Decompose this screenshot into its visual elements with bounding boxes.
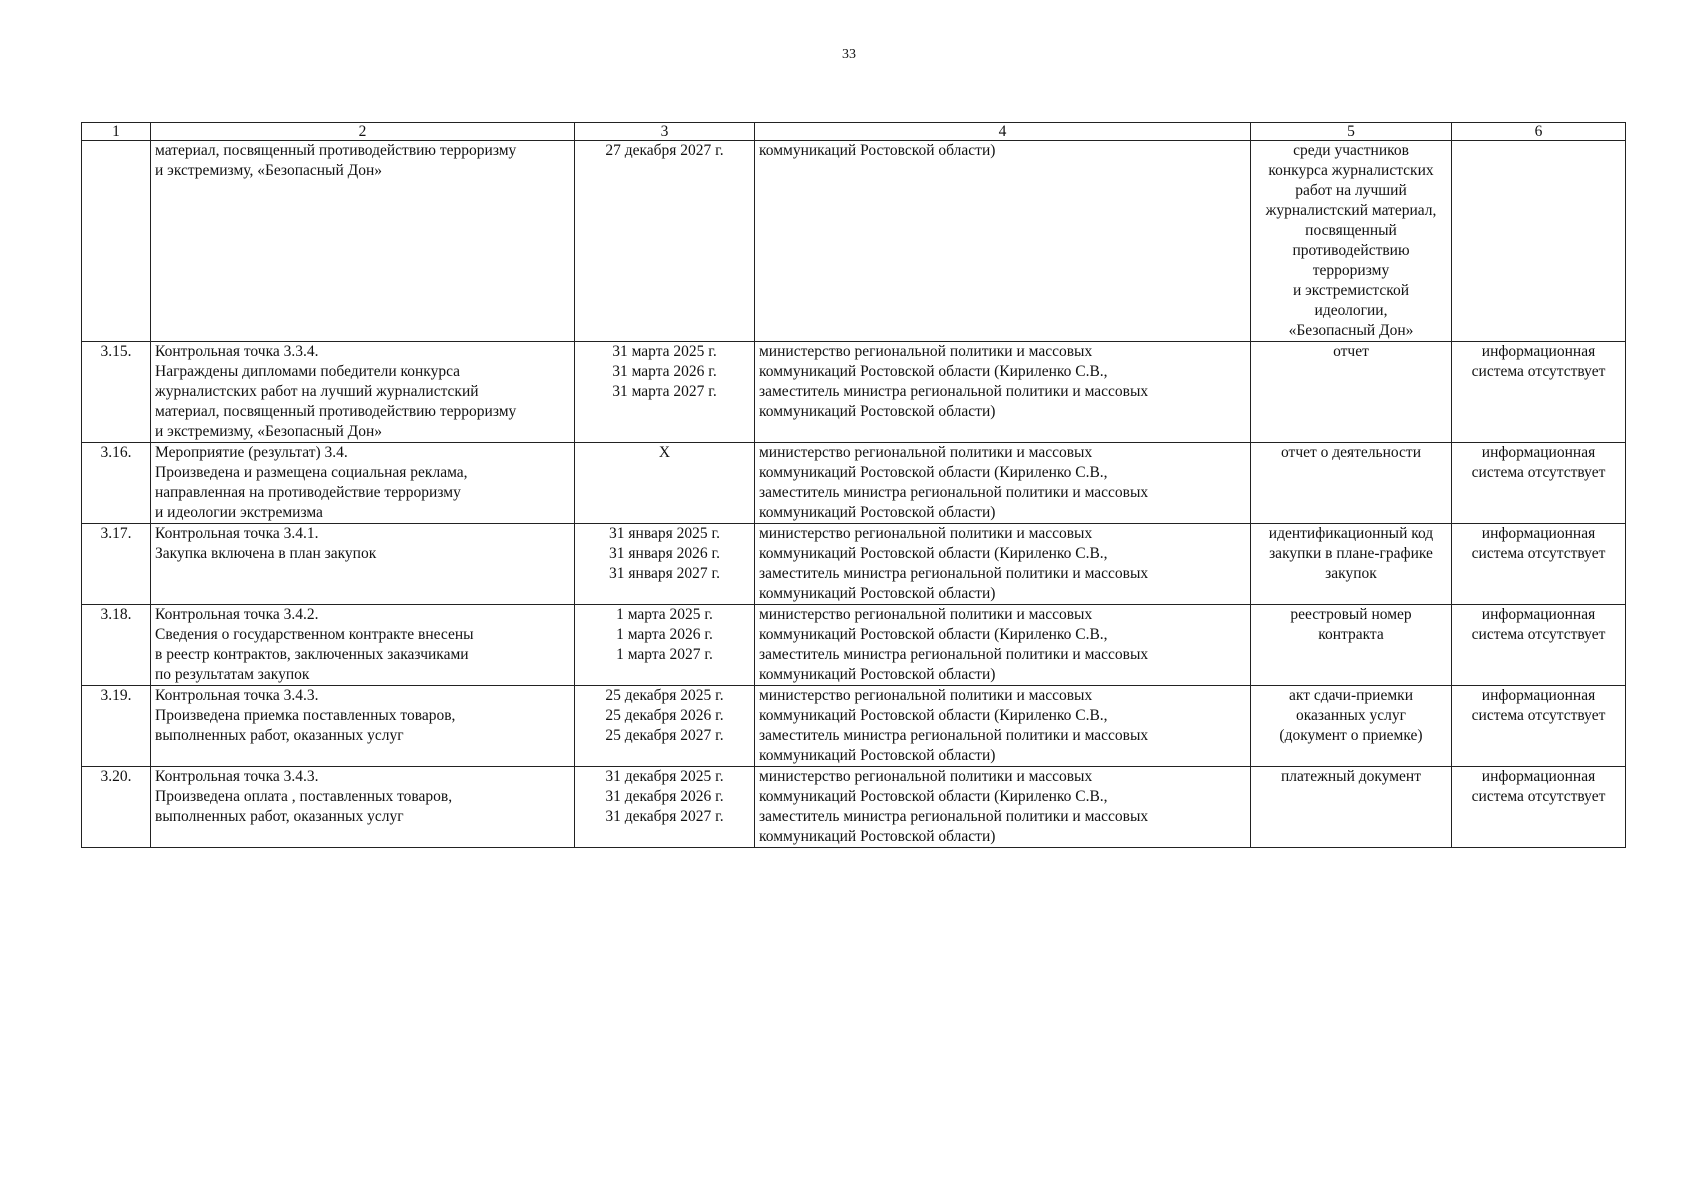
info-system-line: система отсутствует (1471, 707, 1606, 724)
description-line: выполненных работ, оказанных услуг (155, 727, 404, 744)
document-line: оказанных услуг (1295, 707, 1407, 724)
deadline-line: 31 декабря 2025 г. (605, 768, 724, 785)
column-number: 6 (1452, 123, 1626, 141)
row-number: 3.20. (100, 768, 132, 785)
row-number-cell (82, 342, 151, 443)
deadline-line: 31 марта 2027 г. (612, 383, 717, 400)
description-line: Контрольная точка 3.4.1. (155, 525, 319, 542)
document-cell (1251, 141, 1452, 342)
table-row (82, 686, 1626, 767)
info-system-line: система отсутствует (1471, 464, 1606, 481)
row-number-cell (82, 524, 151, 605)
document-cell (1251, 342, 1452, 443)
deadline-cell (575, 767, 755, 848)
description-line: журналистских работ на лучший журналистский (155, 383, 479, 400)
info-system-line: информационная (1481, 444, 1596, 461)
column-number-row (82, 123, 1626, 141)
column-number: 2 (151, 123, 575, 141)
responsible-line: заместитель министра региональной политики и массовых (759, 484, 1149, 501)
row-number: 3.18. (100, 606, 132, 623)
responsible-line: министерство региональной политики и массовых (759, 525, 1093, 542)
document-line: закупок (1325, 565, 1377, 582)
description-line: Произведена приемка поставленных товаров, (155, 707, 456, 724)
info-system-line: информационная (1481, 525, 1596, 542)
info-system-line: информационная (1481, 768, 1596, 785)
deadline-line: 1 марта 2025 г. (616, 606, 713, 623)
document-line: конкурса журналистских (1268, 162, 1434, 179)
responsible-line: министерство региональной политики и массовых (759, 687, 1093, 704)
document-line: идентификационный код (1268, 525, 1434, 542)
responsible-line: коммуникаций Ростовской области) (759, 666, 996, 683)
responsible-line: коммуникаций Ростовской области) (759, 403, 996, 420)
row-number: 3.17. (100, 525, 132, 542)
page-number: 33 (842, 47, 856, 62)
description-line: Произведена оплата , поставленных товаров, (155, 788, 453, 805)
plan-table (81, 122, 1626, 848)
table-row (82, 141, 1626, 342)
info-system-line: информационная (1481, 343, 1596, 360)
info-system-line: система отсутствует (1471, 788, 1606, 805)
responsible-line: коммуникаций Ростовской области (Кириленко С.В., (759, 464, 1108, 481)
description-line: в реестр контрактов, заключенных заказчиками (155, 646, 469, 663)
responsible-cell (755, 767, 1251, 848)
document-line: закупки в плане-графике (1269, 545, 1433, 562)
row-number-cell (82, 686, 151, 767)
document-line: «Безопасный Дон» (1288, 322, 1414, 339)
column-number: 3 (575, 123, 755, 141)
description-line: Контрольная точка 3.4.2. (155, 606, 319, 623)
responsible-line: коммуникаций Ростовской области (Кириленко С.В., (759, 545, 1108, 562)
document-line: и экстремистской (1292, 282, 1410, 299)
responsible-line: коммуникаций Ростовской области (Кириленко С.В., (759, 788, 1108, 805)
document-line: отчет (1333, 343, 1369, 360)
responsible-line: министерство региональной политики и массовых (759, 343, 1093, 360)
table-row (82, 443, 1626, 524)
row-number: 3.15. (100, 343, 132, 360)
deadline-line: 25 декабря 2025 г. (605, 687, 724, 704)
description-cell (151, 342, 575, 443)
responsible-cell (755, 605, 1251, 686)
column-number: 5 (1251, 123, 1452, 141)
responsible-line: коммуникаций Ростовской области) (759, 585, 996, 602)
row-number: 3.16. (100, 444, 132, 461)
document-line: терроризму (1312, 262, 1390, 279)
deadline-line: 1 марта 2027 г. (616, 646, 713, 663)
document-line: идеологии, (1314, 302, 1388, 319)
document-cell (1251, 686, 1452, 767)
document-line: журналистский материал, (1265, 202, 1437, 219)
responsible-line: министерство региональной политики и массовых (759, 768, 1093, 785)
description-line: Сведения о государственном контракте внесены (155, 626, 474, 643)
description-line: Награждены дипломами победители конкурса (155, 363, 461, 380)
responsible-cell (755, 443, 1251, 524)
deadline-cell (575, 443, 755, 524)
responsible-cell (755, 686, 1251, 767)
description-cell (151, 443, 575, 524)
responsible-cell (755, 524, 1251, 605)
responsible-line: министерство региональной политики и массовых (759, 606, 1093, 623)
deadline-line: 31 марта 2026 г. (612, 363, 717, 380)
row-number-cell (82, 141, 151, 342)
description-cell (151, 605, 575, 686)
document-line: среди участников (1293, 142, 1409, 159)
deadline-cell (575, 524, 755, 605)
deadline-line: 27 декабря 2027 г. (605, 142, 724, 159)
document-line: акт сдачи-приемки (1289, 687, 1413, 704)
description-cell (151, 767, 575, 848)
deadline-line: Х (658, 444, 671, 461)
description-cell (151, 524, 575, 605)
description-line: материал, посвященный противодействию терроризму (155, 403, 517, 420)
document-line: противодействию (1292, 242, 1410, 259)
deadline-line: 31 января 2025 г. (609, 525, 720, 542)
responsible-line: коммуникаций Ростовской области) (759, 142, 996, 159)
info-system-cell (1452, 141, 1626, 342)
deadline-line: 31 марта 2025 г. (612, 343, 717, 360)
document-cell (1251, 767, 1452, 848)
document-line: (документ о приемке) (1279, 727, 1423, 744)
document-line: платежный документ (1281, 768, 1421, 785)
info-system-line: информационная (1481, 687, 1596, 704)
document-line: работ на лучший (1295, 182, 1407, 199)
responsible-line: заместитель министра региональной политики и массовых (759, 727, 1149, 744)
info-system-line: система отсутствует (1471, 545, 1606, 562)
document-line: контракта (1318, 626, 1384, 643)
description-line: Произведена и размещена социальная реклама, (155, 464, 468, 481)
info-system-line: система отсутствует (1471, 363, 1606, 380)
responsible-line: министерство региональной политики и массовых (759, 444, 1093, 461)
table-row (82, 524, 1626, 605)
deadline-line: 31 декабря 2027 г. (605, 808, 724, 825)
description-line: и экстремизму, «Безопасный Дон» (155, 162, 383, 179)
table-row (82, 767, 1626, 848)
deadline-cell (575, 686, 755, 767)
document-cell (1251, 605, 1452, 686)
description-line: выполненных работ, оказанных услуг (155, 808, 404, 825)
description-line: материал, посвященный противодействию терроризму (155, 142, 517, 159)
description-line: и идеологии экстремизма (155, 504, 323, 521)
responsible-line: коммуникаций Ростовской области (Кириленко С.В., (759, 707, 1108, 724)
responsible-line: коммуникаций Ростовской области) (759, 828, 996, 845)
responsible-line: заместитель министра региональной политики и массовых (759, 383, 1149, 400)
deadline-cell (575, 605, 755, 686)
responsible-line: заместитель министра региональной политики и массовых (759, 808, 1149, 825)
description-line: Контрольная точка 3.4.3. (155, 687, 319, 704)
deadline-line: 25 декабря 2026 г. (605, 707, 724, 724)
responsible-line: заместитель министра региональной политики и массовых (759, 646, 1149, 663)
info-system-line: информационная (1481, 606, 1596, 623)
info-system-line: система отсутствует (1471, 626, 1606, 643)
deadline-line: 1 марта 2026 г. (616, 626, 713, 643)
column-number: 1 (82, 123, 151, 141)
info-system-cell (1452, 443, 1626, 524)
responsible-line: коммуникаций Ростовской области (Кириленко С.В., (759, 363, 1108, 380)
responsible-line: коммуникаций Ростовской области) (759, 747, 996, 764)
description-line: Контрольная точка 3.4.3. (155, 768, 319, 785)
deadline-line: 31 декабря 2026 г. (605, 788, 724, 805)
description-line: Закупка включена в план закупок (155, 545, 377, 562)
table-row (82, 605, 1626, 686)
document-cell (1251, 524, 1452, 605)
info-system-cell (1452, 524, 1626, 605)
description-cell (151, 141, 575, 342)
responsible-line: коммуникаций Ростовской области) (759, 504, 996, 521)
responsible-line: заместитель министра региональной политики и массовых (759, 565, 1149, 582)
description-line: направленная на противодействие терроризму (155, 484, 461, 501)
row-number: 3.19. (100, 687, 132, 704)
description-line: и экстремизму, «Безопасный Дон» (155, 423, 383, 440)
deadline-line: 31 января 2027 г. (609, 565, 720, 582)
description-cell (151, 686, 575, 767)
description-line: Контрольная точка 3.3.4. (155, 343, 319, 360)
document-line: реестровый номер (1290, 606, 1412, 623)
document-line: посвященный (1305, 222, 1397, 239)
responsible-cell (755, 141, 1251, 342)
document-line: отчет о деятельности (1281, 444, 1421, 461)
deadline-cell (575, 342, 755, 443)
row-number-cell (82, 605, 151, 686)
row-number-cell (82, 767, 151, 848)
info-system-cell (1452, 686, 1626, 767)
deadline-cell (575, 141, 755, 342)
deadline-line: 25 декабря 2027 г. (605, 727, 724, 744)
responsible-cell (755, 342, 1251, 443)
row-number-cell (82, 443, 151, 524)
document-cell (1251, 443, 1452, 524)
info-system-cell (1452, 605, 1626, 686)
info-system-cell (1452, 767, 1626, 848)
description-line: по результатам закупок (155, 666, 310, 683)
table-row (82, 342, 1626, 443)
info-system-cell (1452, 342, 1626, 443)
responsible-line: коммуникаций Ростовской области (Кириленко С.В., (759, 626, 1108, 643)
description-line: Мероприятие (результат) 3.4. (155, 444, 348, 461)
deadline-line: 31 января 2026 г. (609, 545, 720, 562)
column-number: 4 (755, 123, 1251, 141)
